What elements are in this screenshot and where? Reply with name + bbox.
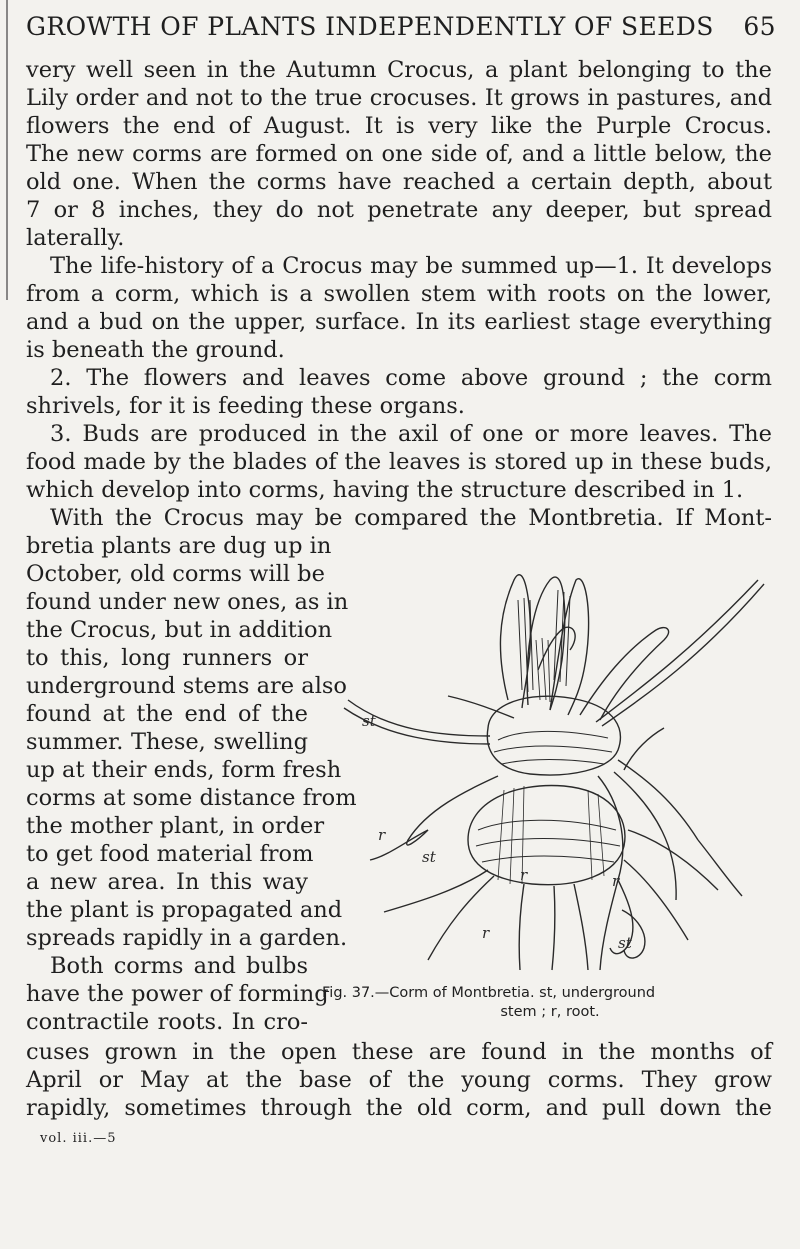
running-title: GROWTH OF PLANTS INDEPENDENTLY OF SEEDS — [26, 12, 714, 41]
text-line: shrivels, for it is feeding these organs. — [26, 393, 465, 419]
text-line: to this, long runners or — [26, 645, 308, 671]
label-r-1: r — [378, 826, 386, 844]
text-line: is beneath the ground. — [26, 337, 285, 363]
text-line: to get food material from — [26, 841, 314, 867]
label-st-1: st — [362, 712, 376, 730]
label-st-3: st — [618, 934, 632, 952]
text-line: underground stems are also — [26, 673, 347, 699]
text-line: found at the end of the — [26, 701, 308, 727]
page-edge-shadow — [6, 0, 8, 300]
text-line: Both corms and bulbs — [50, 953, 308, 979]
montbretia-corm-illustration — [318, 540, 778, 980]
text-line: flowers the end of August. It is very like the Purple Crocus. — [26, 113, 772, 139]
text-line: food made by the blades of the leaves is stored up in these buds, — [26, 449, 772, 475]
running-header — [26, 8, 776, 48]
corm-drawing — [318, 540, 778, 980]
text-line: October, old corms will be — [26, 561, 325, 587]
text-line: Lily order and not to the true crocuses. It grows in pastures, and — [26, 85, 772, 111]
caption-line-1: Fig. 37.—Corm of Montbretia. st, underground — [322, 985, 656, 1001]
text-line: old one. When the corms have reached a certain depth, about — [26, 169, 772, 195]
label-r-2: r — [520, 866, 528, 884]
text-line: summer. These, swelling — [26, 729, 308, 755]
label-st-2: st — [422, 848, 436, 866]
text-line: up at their ends, form fresh — [26, 757, 342, 783]
text-line: from a corm, which is a swollen stem with roots on the lower, — [26, 281, 772, 307]
text-line: rapidly, sometimes through the old corm, and pull down the — [26, 1095, 772, 1121]
text-line: With the Crocus may be compared the Montbretia. If Mont- — [50, 505, 772, 531]
text-line: corms at some distance from — [26, 785, 357, 811]
signature-mark: vol. iii.—5 — [40, 1131, 117, 1146]
text-line: very well seen in the Autumn Crocus, a plant belonging to the — [26, 57, 772, 83]
page-number: 65 — [743, 12, 776, 41]
text-line: bretia plants are dug up in — [26, 533, 332, 559]
text-line: laterally. — [26, 225, 125, 251]
text-line: a new area. In this way — [26, 869, 308, 895]
figure-caption — [322, 984, 778, 1022]
text-line: and a bud on the upper, surface. In its earliest stage everything — [26, 309, 772, 335]
text-line: 7 or 8 inches, they do not penetrate any deeper, but spread — [26, 197, 772, 223]
text-line: The life-history of a Crocus may be summed up—1. It develops — [50, 253, 772, 279]
text-line: found under new ones, as in — [26, 589, 349, 615]
text-line: The new corms are formed on one side of, and a little below, the — [26, 141, 772, 167]
caption-line-2: stem ; r, root. — [500, 1004, 600, 1020]
text-line: 3. Buds are produced in the axil of one or more leaves. The — [50, 421, 772, 447]
label-r-3: r — [482, 924, 490, 942]
text-line: have the power of forming — [26, 981, 329, 1007]
text-line: which develop into corms, having the structure described in 1. — [26, 477, 744, 503]
text-line: cuses grown in the open these are found in the months of — [26, 1039, 772, 1065]
text-line: the mother plant, in order — [26, 813, 325, 839]
text-line: the plant is propagated and — [26, 897, 343, 923]
text-line: 2. The flowers and leaves come above ground ; the corm — [50, 365, 772, 391]
text-line: the Crocus, but in addition — [26, 617, 333, 643]
label-r-4: r — [612, 872, 620, 890]
text-line: contractile roots. In cro- — [26, 1009, 308, 1035]
text-line: April or May at the base of the young corms. They grow — [26, 1067, 772, 1093]
text-line: spreads rapidly in a garden. — [26, 925, 348, 951]
